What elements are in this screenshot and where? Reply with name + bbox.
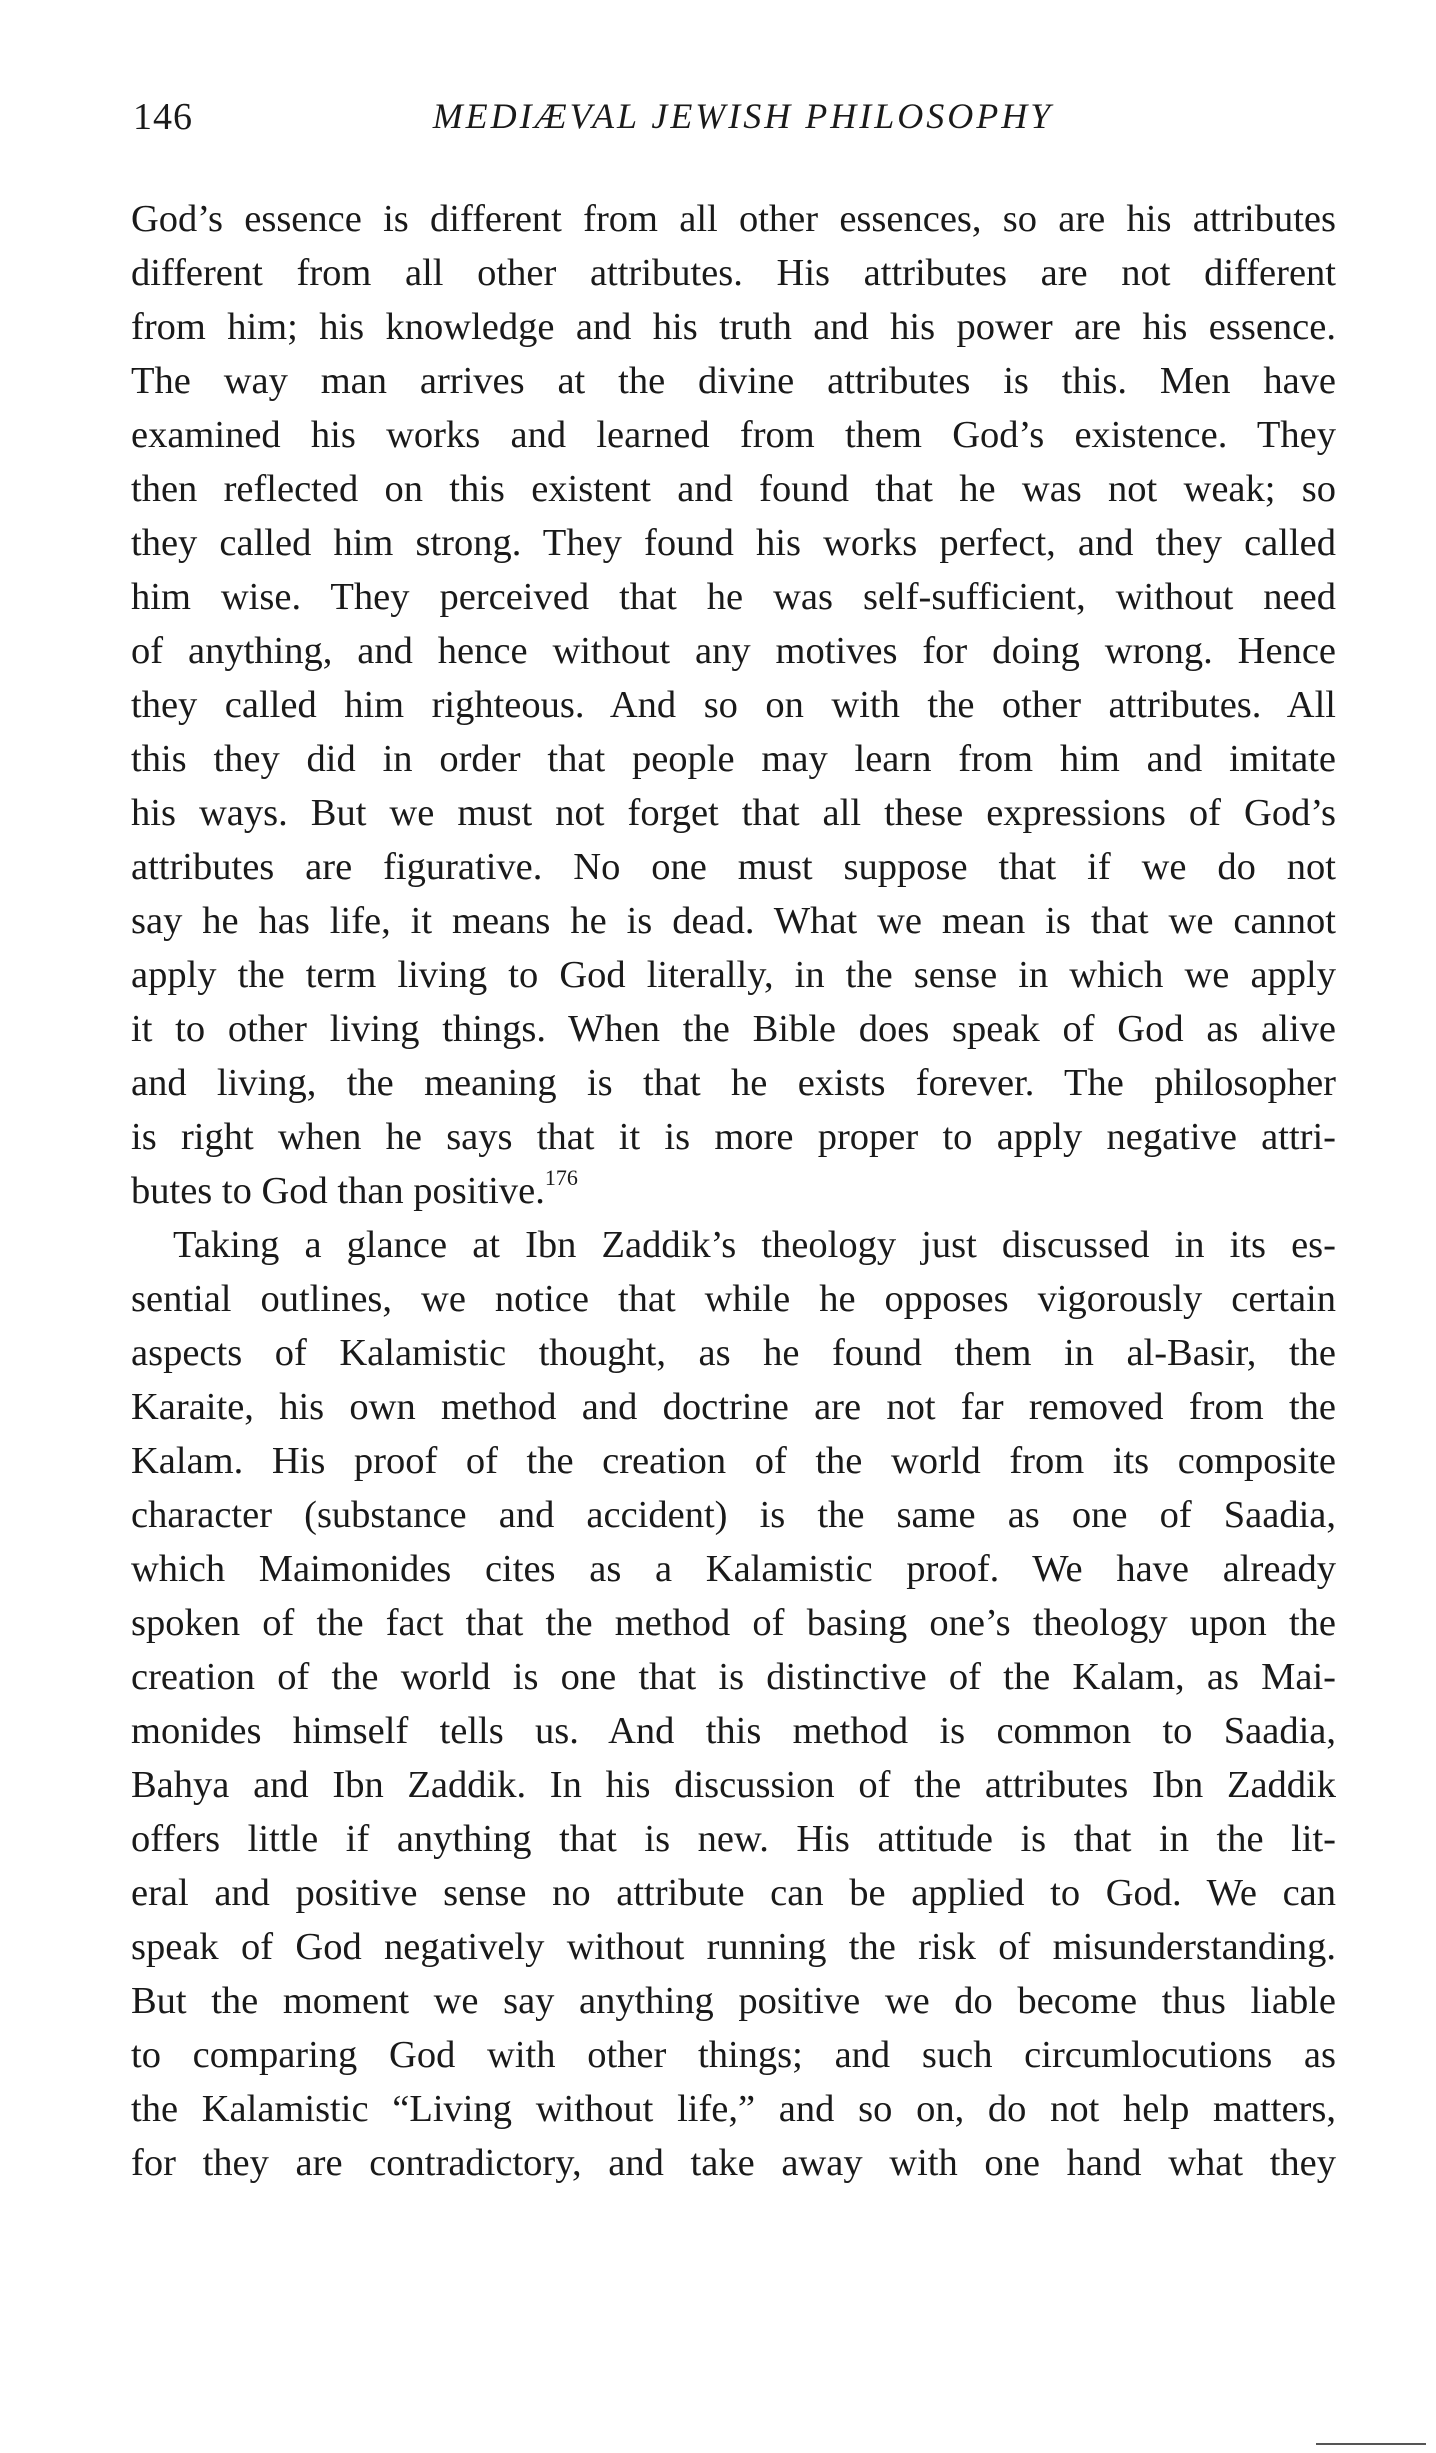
footnote-reference[interactable]: 176 [544,1165,578,1191]
text-line: to comparing God with other things; and such circumlocutions as [131,2034,1336,2076]
text-line: Bahya and Ibn Zaddik. In his discussion of the attributes Ibn Zaddik [131,1764,1336,1806]
last-line-text: butes to God than positive. [131,1170,545,1212]
text-line: examined his works and learned from them God’s existence. They [131,414,1336,456]
text-line: offers little if anything that is new. His attitude is that in the lit- [131,1818,1336,1860]
text-line: which Maimonides cites as a Kalamistic proof. We have already [131,1548,1336,1590]
paragraph-1 [131,192,1336,1218]
text-line: But the moment we say anything positive we do become thus liable [131,1980,1336,2022]
text-line: creation of the world is one that is distinctive of the Kalam, as Mai- [131,1656,1336,1698]
text-line: and living, the meaning is that he exists forever. The philosopher [131,1062,1336,1104]
paragraph-2 [131,1218,1336,2190]
text-line: his ways. But we must not forget that all these expressions of God’s [131,792,1336,834]
text-line: speak of God negatively without running the risk of misunderstanding. [131,1926,1336,1968]
text-line: God’s essence is different from all other essences, so are his attributes [131,198,1336,240]
text-line: they called him strong. They found his works perfect, and they called [131,522,1336,564]
text-line: different from all other attributes. His attributes are not different [131,252,1336,294]
text-line: then reflected on this existent and found that he was not weak; so [131,468,1336,510]
text-line: they called him righteous. And so on with the other attributes. All [131,684,1336,726]
text-line: character (substance and accident) is the same as one of Saadia, [131,1494,1336,1536]
text-line: for they are contradictory, and take away with one hand what they [131,2142,1336,2184]
text-line: is right when he says that it is more proper to apply negative attri- [131,1116,1336,1158]
page-number: 146 [133,96,193,138]
text-line: eral and positive sense no attribute can be applied to God. We can [131,1872,1336,1914]
text-line: The way man arrives at the divine attributes is this. Men have [131,360,1336,402]
running-head: MEDIÆVAL JEWISH PHILOSOPHY [432,96,1054,136]
text-line: attributes are figurative. No one must suppose that if we do not [131,846,1336,888]
text-line: it to other living things. When the Bible does speak of God as alive [131,1008,1336,1050]
text-line: apply the term living to God literally, in the sense in which we apply [131,954,1336,996]
text-line: monides himself tells us. And this method is common to Saadia, [131,1710,1336,1752]
text-line: say he has life, it means he is dead. What we mean is that we cannot [131,900,1336,942]
text-line: sential outlines, we notice that while he opposes vigorously certain [131,1278,1336,1320]
text-line: from him; his knowledge and his truth and his power are his essence. [131,306,1336,348]
page-edge-rule [1316,2443,1426,2445]
body-text [131,192,1336,2190]
text-line: the Kalamistic “Living without life,” and so on, do not help matters, [131,2088,1336,2130]
text-line: aspects of Kalamistic thought, as he found them in al-Basir, the [131,1332,1336,1374]
page-header [133,95,1353,155]
text-line: him wise. They perceived that he was self-sufficient, without need [131,576,1336,618]
text-line: Kalam. His proof of the creation of the world from its composite [131,1440,1336,1482]
text-line: Taking a glance at Ibn Zaddik’s theology just discussed in its es- [173,1224,1336,1266]
text-line: Karaite, his own method and doctrine are not far removed from the [131,1386,1336,1428]
text-line: this they did in order that people may learn from him and imitate [131,738,1336,780]
text-line: spoken of the fact that the method of basing one’s theology upon the [131,1602,1336,1644]
text-line-final [131,1164,1336,1218]
text-line: of anything, and hence without any motives for doing wrong. Hence [131,630,1336,672]
